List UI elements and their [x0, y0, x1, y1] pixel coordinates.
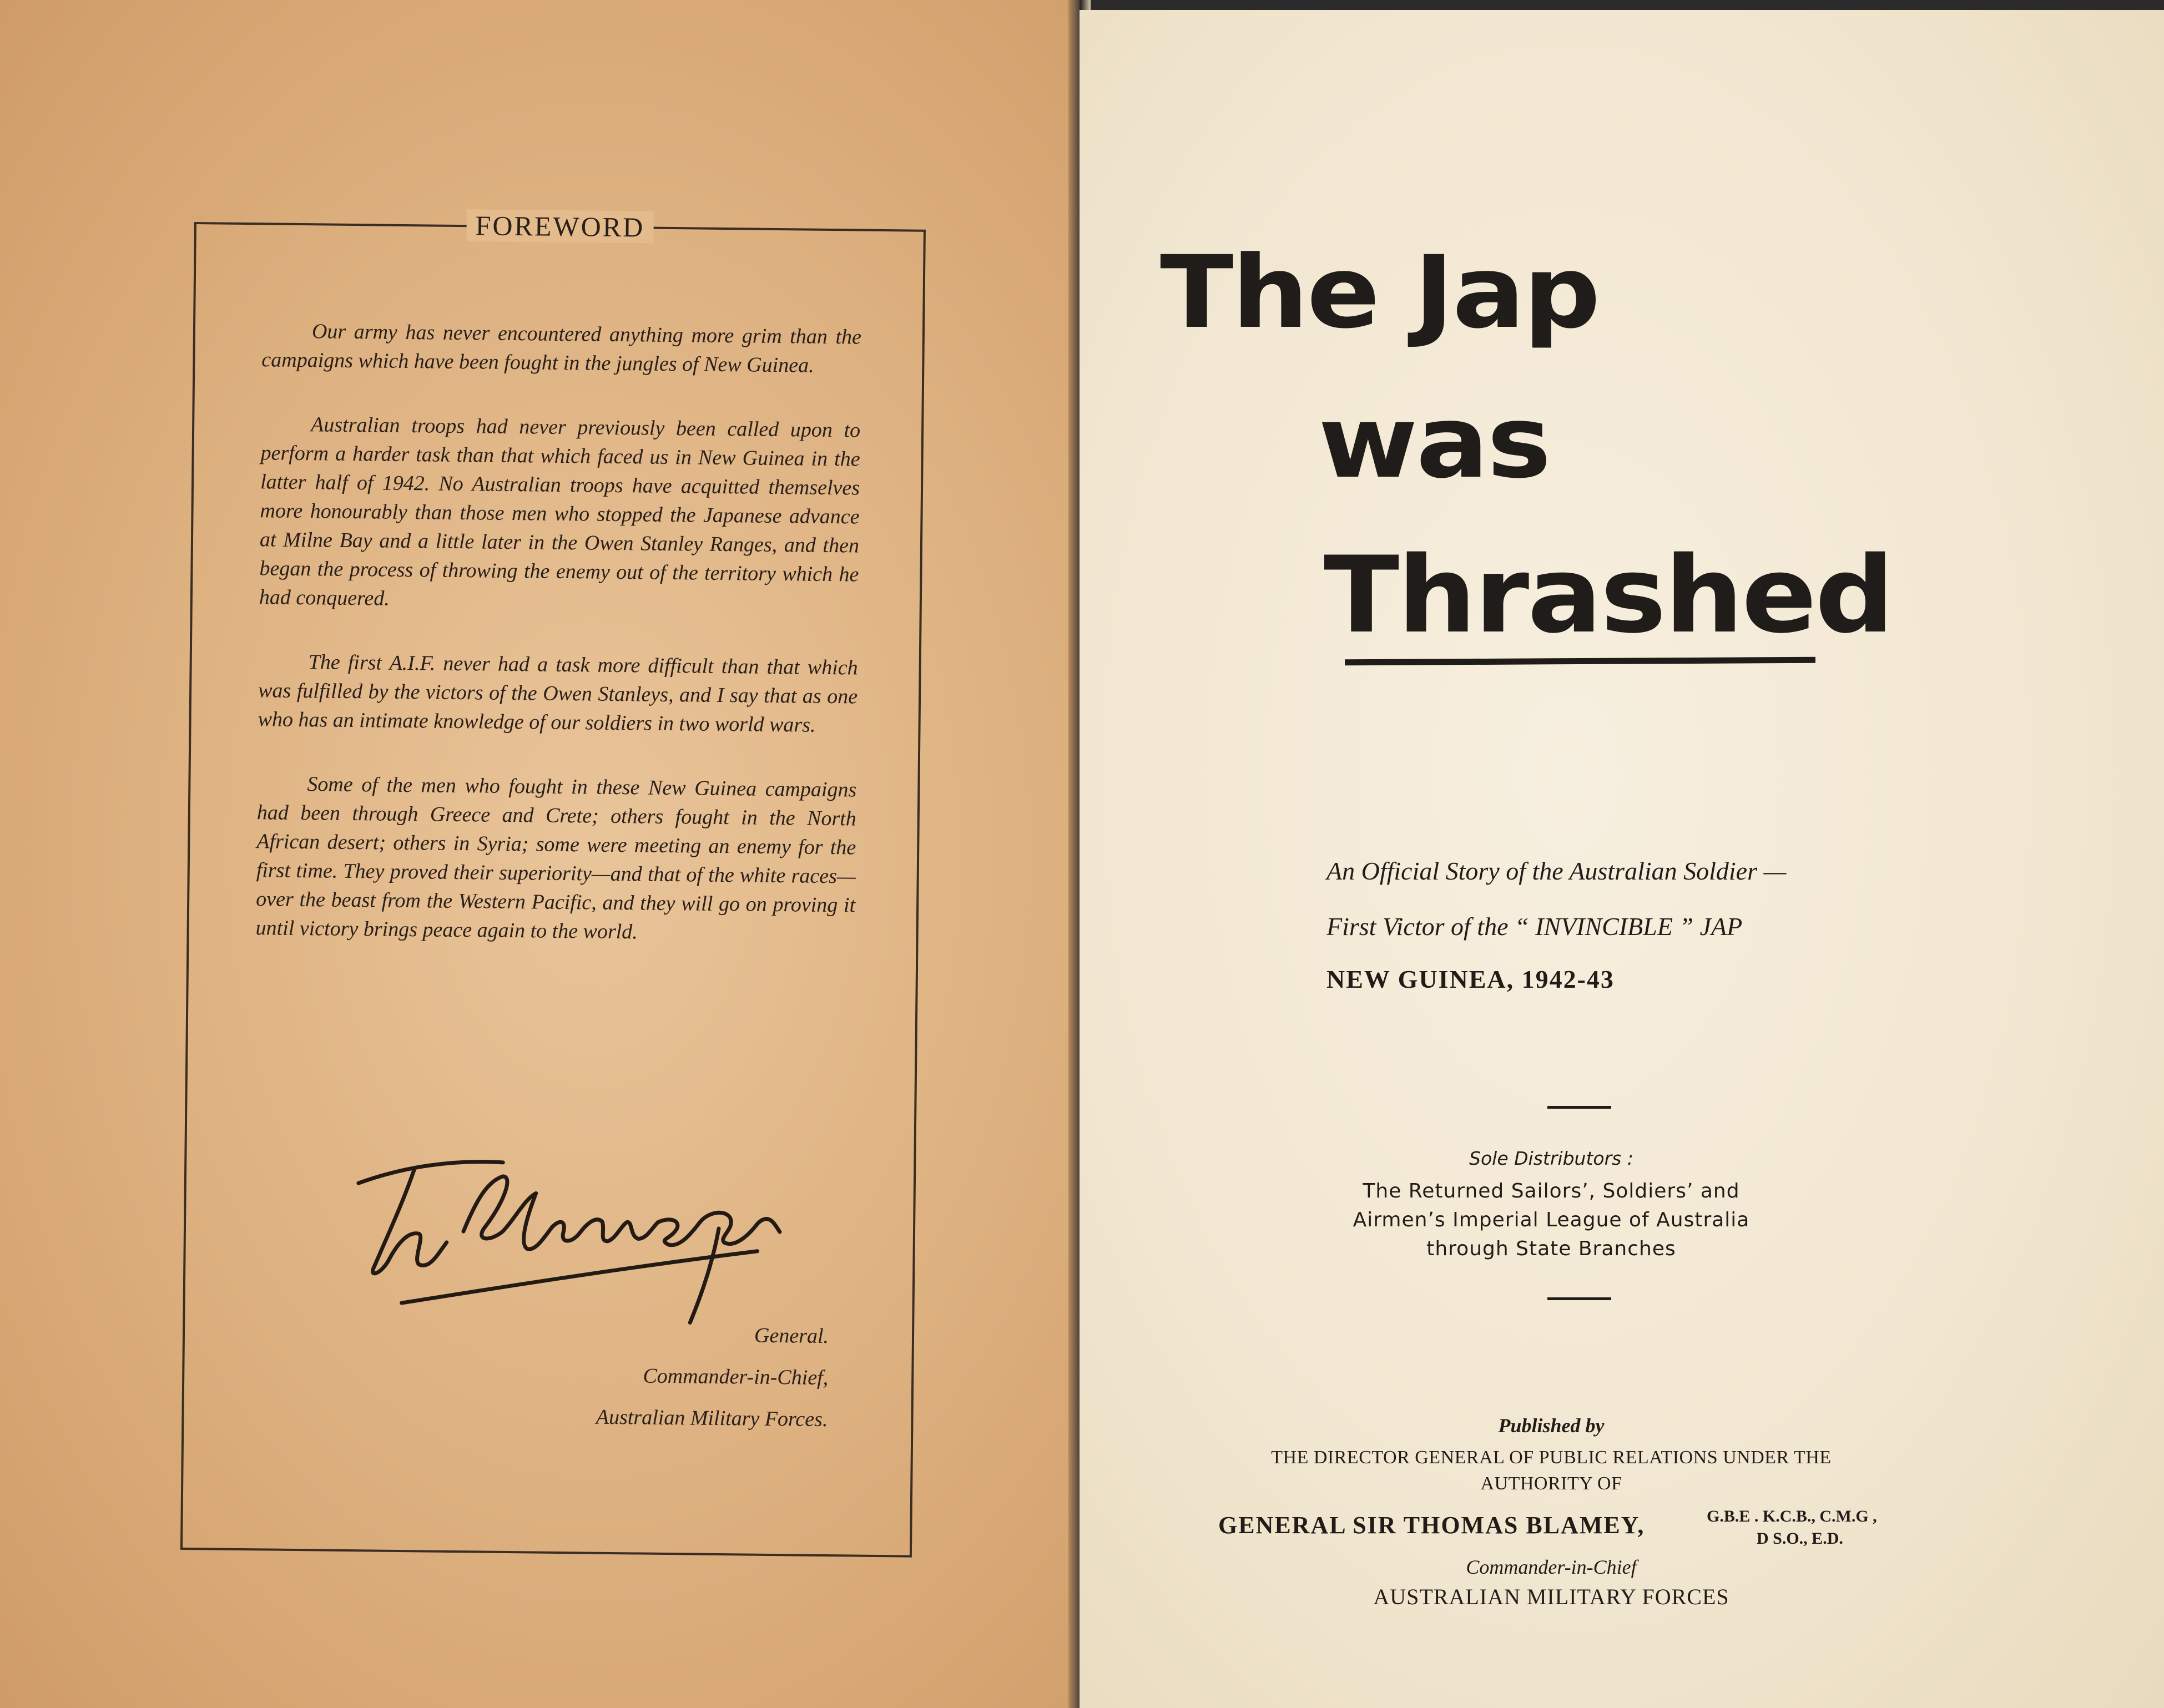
honours-line: D S.O., E.D. — [1757, 1529, 1843, 1548]
handwritten-signature — [335, 1136, 836, 1330]
distributors-heading: Sole Distributors : — [1469, 1148, 1633, 1169]
military-forces-label: AUSTRALIAN MILITARY FORCES — [1373, 1584, 1729, 1609]
general-name: GENERAL SIR THOMAS BLAMEY, — [1218, 1512, 1645, 1539]
subtitle-first-victor: First Victor of the “ INVINCIBLE ” JAP — [1326, 912, 1743, 941]
signatory-position: Commander-in-Chief, — [643, 1364, 829, 1390]
publisher-line: AUTHORITY OF — [1480, 1473, 1622, 1494]
subtitle-official-story: An Official Story of the Australian Soldier — — [1326, 857, 1787, 885]
divider — [1547, 1297, 1611, 1300]
published-by-heading: Published by — [1498, 1414, 1605, 1437]
foreword-paragraph: Our army has never encountered anything more grim than the campaigns which have been fought in the jungles of New Guinea. — [261, 320, 862, 377]
subtitle-campaign: NEW GUINEA, 1942-43 — [1326, 965, 1615, 993]
foreword-frame — [180, 210, 926, 1558]
title-page — [1080, 10, 2164, 1708]
foreword-paragraph: The first A.I.F. never had a task more difficult than that which was fulfilled by the victors of the Owen Stanleys, and I say that as one who has an intimate knowledge of our soldiers in two world wars. — [258, 650, 858, 737]
distributors-line: through State Branches — [1426, 1237, 1676, 1260]
foreword-paragraph: Some of the men who fought in these New Guinea campaigns had been through Greece and Crete; others fought in the North African desert; others in Syria; some were meeting an enemy for the first time. They proved their superiority—and that of the white races—over the beast from the Western Pacific, and they will go on proving it until victory brings peace again to the world. — [255, 772, 857, 944]
foreword-heading: FOREWORD — [466, 209, 653, 244]
title-line: Thrashed — [1324, 534, 1893, 656]
title-line: was — [1318, 385, 1550, 501]
foreword-paragraph: Australian troops had never previously been called upon to perform a harder task than that which faced us in New Guinea in the latter half of 1942. No Australian troops have acquitted themselves more honourably than those men who stopped the Japanese advance at Milne Bay and a little later in the Owen Stanley Ranges, and then began the process of throwing the enemy out of the territory which he had conquered. — [259, 413, 861, 610]
foreword-page — [0, 0, 1080, 1708]
title-underline — [1345, 657, 1815, 665]
foreword-body — [255, 316, 861, 984]
distributors-line: Airmen’s Imperial League of Australia — [1353, 1209, 1750, 1231]
signatory-rank: General. — [754, 1323, 829, 1348]
commander-in-chief-label: Commander-in-Chief — [1466, 1556, 1637, 1578]
distributors-line: The Returned Sailors’, Soldiers’ and — [1363, 1180, 1740, 1202]
signatory-organisation: Australian Military Forces. — [596, 1405, 828, 1432]
title-line: The Jap — [1160, 235, 1599, 351]
divider — [1547, 1106, 1611, 1109]
publisher-line: THE DIRECTOR GENERAL OF PUBLIC RELATIONS UNDER THE — [1271, 1447, 1832, 1468]
honours-line: G.B.E . K.C.B., C.M.G , — [1707, 1507, 1877, 1525]
